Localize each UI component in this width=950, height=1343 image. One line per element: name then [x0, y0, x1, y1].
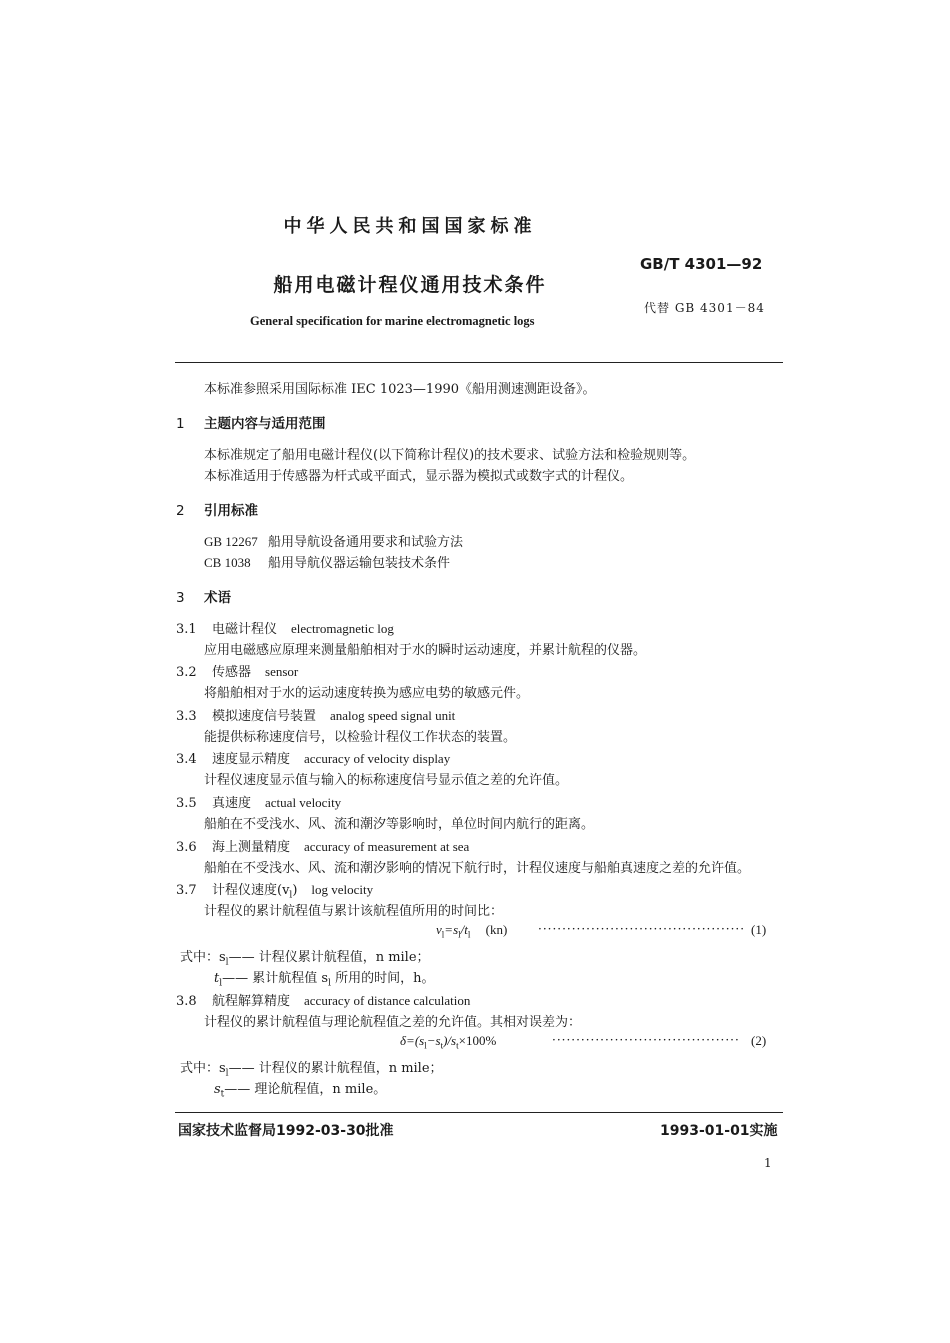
where-1-line-2: $t_l——$ 累计航程值 $s_l$ 所用的时间，h。: [214, 971, 435, 989]
section-2-heading: 2 引用标准: [176, 503, 258, 519]
formula-2-leader: ·······································: [552, 1033, 740, 1047]
section-3-heading: 3 术语: [176, 590, 231, 606]
term-3-7-definition: 计程仪的累计航程值与累计该航程值所用的时间比：: [204, 904, 504, 919]
formula-1: $v_l=s_l/t_l$ (kn): [436, 922, 508, 940]
term-3-1-definition: 应用电磁感应原理来测量船舶相对于水的瞬时运动速度，并累计航程的仪器。: [204, 643, 647, 658]
term-3-3-heading: 3.3 模拟速度信号装置 analog speed signal unit: [176, 708, 456, 724]
term-3-3-definition: 能提供标称速度信号，以检验计程仪工作状态的装置。: [204, 730, 517, 745]
formula-2-number: (2): [751, 1033, 767, 1048]
replaces-note: 代替 GB 4301－84: [644, 301, 765, 315]
footer-rule: [175, 1112, 783, 1113]
where-1-line-1: 式中：$s_l——$ 计程仪累计航程值，n mile；: [180, 950, 430, 968]
term-3-5-heading: 3.5 真速度 actual velocity: [176, 795, 342, 811]
where-2-line-1: 式中：$s_l——$ 计程仪的累计航程值，n mile；: [180, 1061, 443, 1079]
term-3-2-heading: 3.2 传感器 sensor: [176, 664, 299, 680]
section-1-heading: 1 主题内容与适用范围: [176, 416, 326, 432]
term-3-1-heading: 3.1 电磁计程仪 electromagnetic log: [176, 621, 394, 637]
term-3-2-definition: 将船舶相对于水的运动速度转换为感应电势的敏感元件。: [204, 686, 530, 701]
section-1-line-2: 本标准适用于传感器为杆式或平面式，显示器为模拟式或数字式的计程仪。: [204, 469, 634, 484]
term-3-6-heading: 3.6 海上测量精度 accuracy of measurement at sea: [176, 839, 470, 855]
national-standard-heading: 中华人民共和国国家标准: [283, 216, 537, 237]
standard-number: GB/T 4301—92: [640, 255, 763, 273]
term-3-4-heading: 3.4 速度显示精度 accuracy of velocity display: [176, 751, 451, 767]
title-chinese: 船用电磁计程仪通用技术条件: [273, 274, 547, 296]
approval-date: 国家技术监督局1992-03-30批准: [178, 1123, 394, 1139]
section-1-line-1: 本标准规定了船用电磁计程仪(以下简称计程仪)的技术要求、试验方法和检验规则等。: [204, 448, 696, 463]
where-2-line-2: $s_t——$ 理论航程值，n mile。: [214, 1082, 387, 1100]
formula-2: $\delta=(s_l-s_t)/s_t\times 100\%$: [400, 1033, 497, 1051]
reference-2: CB 1038 船用导航仪器运输包装技术条件: [204, 555, 451, 571]
page-number: 1: [764, 1156, 772, 1170]
intro-text: 本标准参照采用国际标准 IEC 1023—1990《船用测速测距设备》。: [204, 382, 596, 397]
term-3-8-definition: 计程仪的累计航程值与理论航程值之差的允许值。其相对误差为：: [204, 1015, 582, 1030]
reference-1: GB 12267 船用导航设备通用要求和试验方法: [204, 534, 464, 550]
term-3-4-definition: 计程仪速度显示值与输入的标称速度信号显示值之差的允许值。: [204, 773, 569, 788]
formula-1-number: (1): [751, 922, 767, 937]
term-3-6-definition: 船舶在不受浅水、风、流和潮汐影响的情况下航行时，计程仪速度与船舶真速度之差的允许值。: [204, 861, 751, 876]
term-3-7-heading: 3.7 计程仪速度$(v_l)$ log velocity: [176, 882, 374, 901]
effective-date: 1993-01-01实施: [660, 1123, 778, 1139]
title-english: General specification for marine electromagnetic logs: [250, 314, 535, 328]
term-3-5-definition: 船舶在不受浅水、风、流和潮汐等影响时，单位时间内航行的距离。: [204, 817, 595, 832]
term-3-8-heading: 3.8 航程解算精度 accuracy of distance calculation: [176, 993, 471, 1009]
header-rule: [175, 362, 783, 363]
formula-1-leader: ···········································: [538, 922, 746, 936]
